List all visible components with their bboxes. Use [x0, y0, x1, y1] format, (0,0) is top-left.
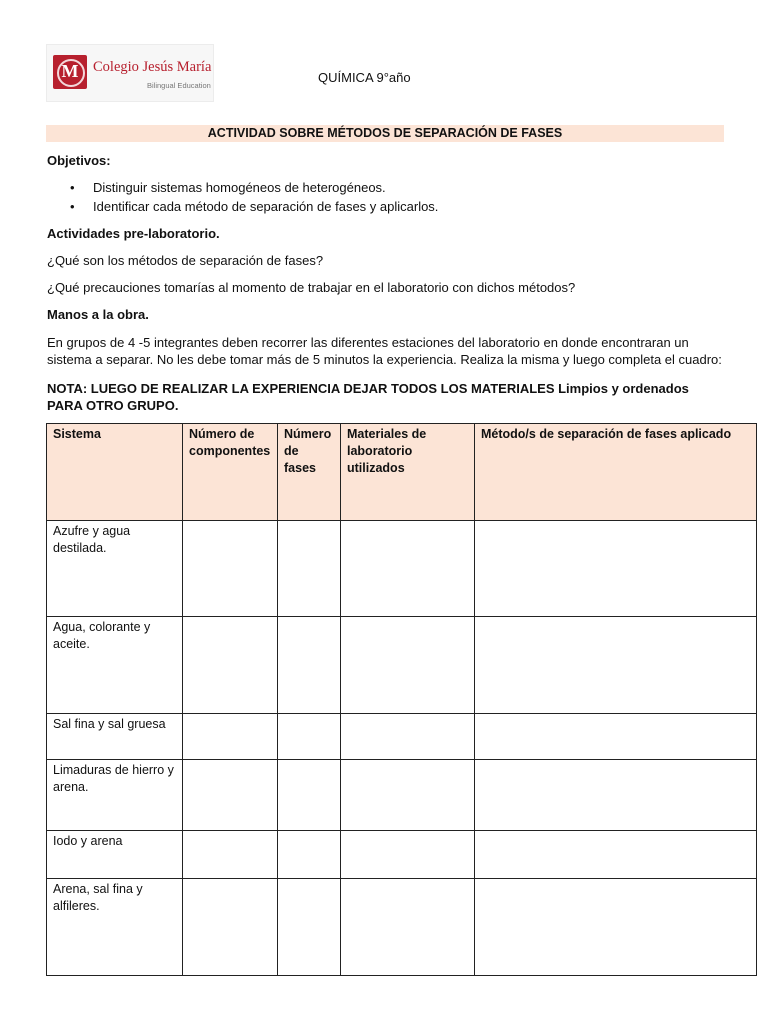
table-row — [47, 760, 757, 831]
instructions-paragraph: En grupos de 4 -5 integrantes deben recorrer las diferentes estaciones del laboratorio en donde encontraran un sistema a separar. No les debe tomar más de 5 minutos la experiencia. Realiza la misma y luego completa el cuadro: — [47, 335, 722, 367]
components-cell[interactable] — [183, 714, 278, 760]
results-table — [46, 423, 757, 976]
materials-cell[interactable] — [341, 879, 475, 976]
bullet-icon: • — [70, 199, 75, 214]
materials-cell[interactable] — [341, 617, 475, 714]
header-cell-phases: Número de fases — [278, 424, 341, 521]
seal-letter: M — [61, 61, 79, 81]
phases-cell[interactable] — [278, 714, 341, 760]
system-cell: Agua, colorante y aceite. — [47, 617, 183, 714]
objective-item: Distinguir sistemas homogéneos de heterogéneos. — [93, 180, 386, 195]
materials-cell[interactable] — [341, 714, 475, 760]
system-cell: Arena, sal fina y alfileres. — [47, 879, 183, 976]
seal-icon — [53, 55, 87, 89]
components-cell[interactable] — [183, 831, 278, 879]
table-row — [47, 879, 757, 976]
table-row — [47, 521, 757, 617]
components-cell[interactable] — [183, 760, 278, 831]
objectives-heading: Objetivos: — [47, 153, 111, 168]
phases-cell[interactable] — [278, 831, 341, 879]
materials-cell[interactable] — [341, 831, 475, 879]
prelab-question-1: ¿Qué son los métodos de separación de fases? — [47, 253, 324, 268]
prelab-heading: Actividades pre-laboratorio. — [47, 226, 220, 241]
method-cell[interactable] — [475, 521, 757, 617]
table-row — [47, 714, 757, 760]
header-cell-system: Sistema — [47, 424, 183, 521]
method-cell[interactable] — [475, 879, 757, 976]
objective-item: Identificar cada método de separación de fases y aplicarlos. — [93, 199, 439, 214]
table-header-row — [47, 424, 757, 521]
table-row — [47, 617, 757, 714]
method-cell[interactable] — [475, 831, 757, 879]
materials-cell[interactable] — [341, 760, 475, 831]
system-cell: Limaduras de hierro y arena. — [47, 760, 183, 831]
method-cell[interactable] — [475, 617, 757, 714]
bullet-icon: • — [70, 180, 75, 195]
components-cell[interactable] — [183, 521, 278, 617]
header-cell-components: Número de componentes — [183, 424, 278, 521]
activity-banner: ACTIVIDAD SOBRE MÉTODOS DE SEPARACIÓN DE FASES — [46, 125, 724, 142]
components-cell[interactable] — [183, 617, 278, 714]
header-cell-materials: Materiales de laboratorio utilizados — [341, 424, 475, 521]
header-cell-method: Método/s de separación de fases aplicado — [475, 424, 757, 521]
system-cell: Sal fina y sal gruesa — [47, 714, 183, 760]
phases-cell[interactable] — [278, 760, 341, 831]
materials-cell[interactable] — [341, 521, 475, 617]
subject-title: QUÍMICA 9°año — [318, 70, 411, 85]
system-cell: Azufre y agua destilada. — [47, 521, 183, 617]
work-heading: Manos a la obra. — [47, 307, 149, 322]
note-paragraph: NOTA: LUEGO DE REALIZAR LA EXPERIENCIA DEJAR TODOS LOS MATERIALES Limpios y ordenados PARA OTRO GRUPO. — [47, 381, 689, 413]
phases-cell[interactable] — [278, 879, 341, 976]
phases-cell[interactable] — [278, 617, 341, 714]
system-cell: Iodo y arena — [47, 831, 183, 879]
logo-school-name: Colegio Jesús María — [93, 59, 212, 75]
method-cell[interactable] — [475, 760, 757, 831]
school-logo — [46, 44, 214, 102]
table-row — [47, 831, 757, 879]
components-cell[interactable] — [183, 879, 278, 976]
logo-subtitle: Bilingual Education — [147, 81, 211, 90]
phases-cell[interactable] — [278, 521, 341, 617]
method-cell[interactable] — [475, 714, 757, 760]
prelab-question-2: ¿Qué precauciones tomarías al momento de trabajar en el laboratorio con dichos métodos? — [47, 280, 576, 295]
